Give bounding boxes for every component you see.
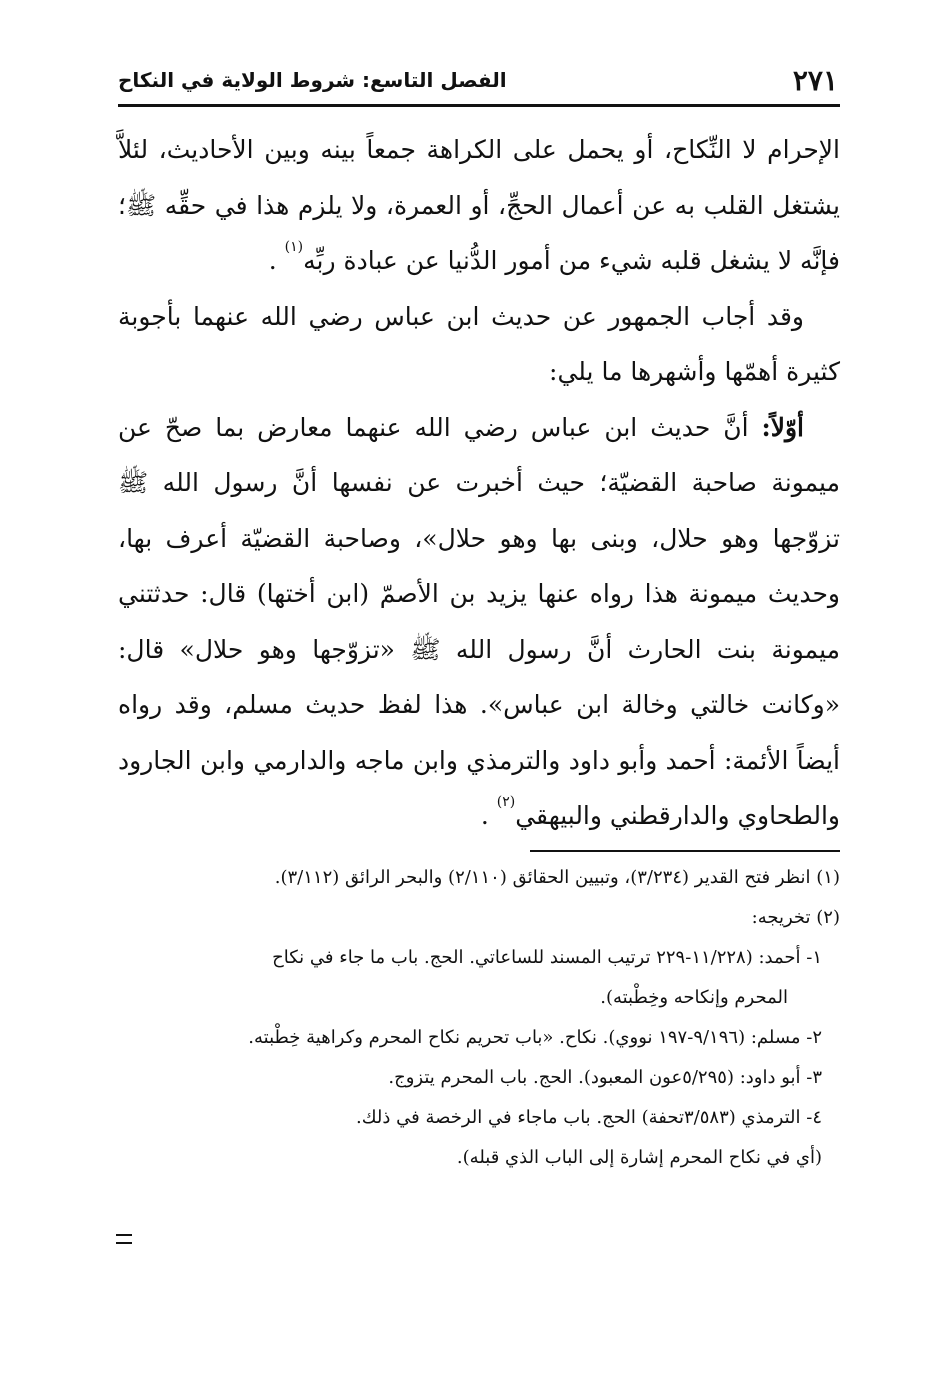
- main-text: [118, 122, 840, 844]
- footnote: (١) انظر فتح القدير (٣/٢٣٤)، وتبيين الحقائق (٢/١١٠) والبحر الرائق (٣/١١٢).: [274, 867, 840, 888]
- page-number: ٢٧١: [792, 64, 838, 97]
- footnote-separator: [530, 850, 840, 852]
- footnote-ref: (١): [284, 239, 304, 255]
- footnote-item: ١- أحمد: (١١/٢٢٨-٢٢٩ ترتيب المسند للساعاتي. الحج. باب ما جاء في نكاح: [272, 947, 822, 968]
- footnote-item: ٣- أبو داود: (٥/٢٩٥عون المعبود). الحج. باب المحرم يتزوج.: [388, 1067, 822, 1088]
- paragraph-text: أنَّ حديث ابن عباس رضي الله عنهما معارض بما صحّ عن ميمونة صاحبة القضيّة؛ حيث أخبرت عن نفسها أنَّ رسول الله ﷺ تزوّجها وهو حلال، وبنى بها وهو حلال»، وصاحبة القضيّة أعرف بها، وحديث ميمونة هذا رواه عنها يزيد بن الأصمّ (ابن أختها) قال: حدثتني ميمونة بنت الحارث أنَّ رسول الله ﷺ «تزوّجها وهو حلال» قال: «وكانت خالتي وخالة ابن عباس». هذا لفظ حديث مسلم، وقد رواه أيضاً الأئمة: أحمد وأبو داود والترمذي وابن ماجه والدارمي وابن الجارود والطحاوي والدارقطني والبيهقي: [118, 412, 840, 830]
- chapter-title: الفصل التاسع: شروط الولاية في النكاح: [118, 68, 507, 92]
- footnote-item: ٢- مسلم: (٩/١٩٦-١٩٧ نووي). نكاح. «باب تحريم نكاح المحرم وكراهية خِطْبته.: [248, 1027, 822, 1048]
- page-header: [118, 62, 838, 102]
- footnote-item-continued: المحرم وإنكاحه وخِطْبته).: [600, 987, 788, 1008]
- footnote-ref: (٢): [496, 794, 516, 810]
- footnote-item: ٤- الترمذي (٣/٥٨٣تحفة) الحج. باب ماجاء في الرخصة في ذلك.: [356, 1107, 822, 1128]
- paragraph-text: وقد أجاب الجمهور عن حديث ابن عباس رضي الله عنهما بأجوبة كثيرة أهمّها وأشهرها ما يلي:: [118, 301, 840, 386]
- footnotes: [118, 858, 840, 1178]
- paragraph: [118, 289, 840, 400]
- footnote: (٢) تخريجه:: [751, 907, 840, 928]
- footnote-item: (أي في نكاح المحرم إشارة إلى الباب الذي قبله).: [456, 1147, 822, 1168]
- page-end-mark: [116, 1234, 132, 1244]
- paragraph: أوّلاً: أنَّ حديث ابن عباس رضي الله عنهما معارض بما صحّ عن ميمونة صاحبة القضيّة؛ حيث أخبرت عن نفسها أنَّ رسول الله ﷺ تزوّجها وهو حلال، وبنى بها وهو حلال»، وصاحبة القضيّة أعرف بها، وحديث ميمونة هذا رواه عنها يزيد بن الأصمّ (ابن أختها) قال: حدثتني ميمونة بنت الحارث أنَّ رسول الله ﷺ «تزوّجها وهو حلال» قال: «وكانت خالتي وخالة ابن عباس». هذا لفظ حديث مسلم، وقد رواه أيضاً الأئمة: أحمد وأبو داود والترمذي وابن ماجه والدارمي وابن الجارود والطحاوي والدارقطني والبيهقي$^{(٢)}$ .: [118, 412, 840, 830]
- paragraph-lead: أوّلاً:: [761, 412, 804, 442]
- paragraph: الإحرام لا النِّكاح، أو يحمل على الكراهة جمعاً بينه وبين الأحاديث، لئلاَّ يشتغل القلب به عن أعمال الحجِّ، أو العمرة، ولا يلزم هذا في حقِّه ﷺ؛ فإنَّه لا يشغل قلبه شيء من أمور الدُّنيا عن عبادة ربِّه$^{(١)}$ .: [118, 135, 840, 275]
- header-rule: [118, 104, 840, 107]
- paragraph-text: الإحرام لا النِّكاح، أو يحمل على الكراهة جمعاً بينه وبين الأحاديث، لئلاَّ يشتغل القلب به عن أعمال الحجِّ، أو العمرة، ولا يلزم هذا في حقِّه ﷺ؛ فإنَّه لا يشغل قلبه شيء من أمور الدُّنيا عن عبادة ربِّه: [118, 135, 840, 275]
